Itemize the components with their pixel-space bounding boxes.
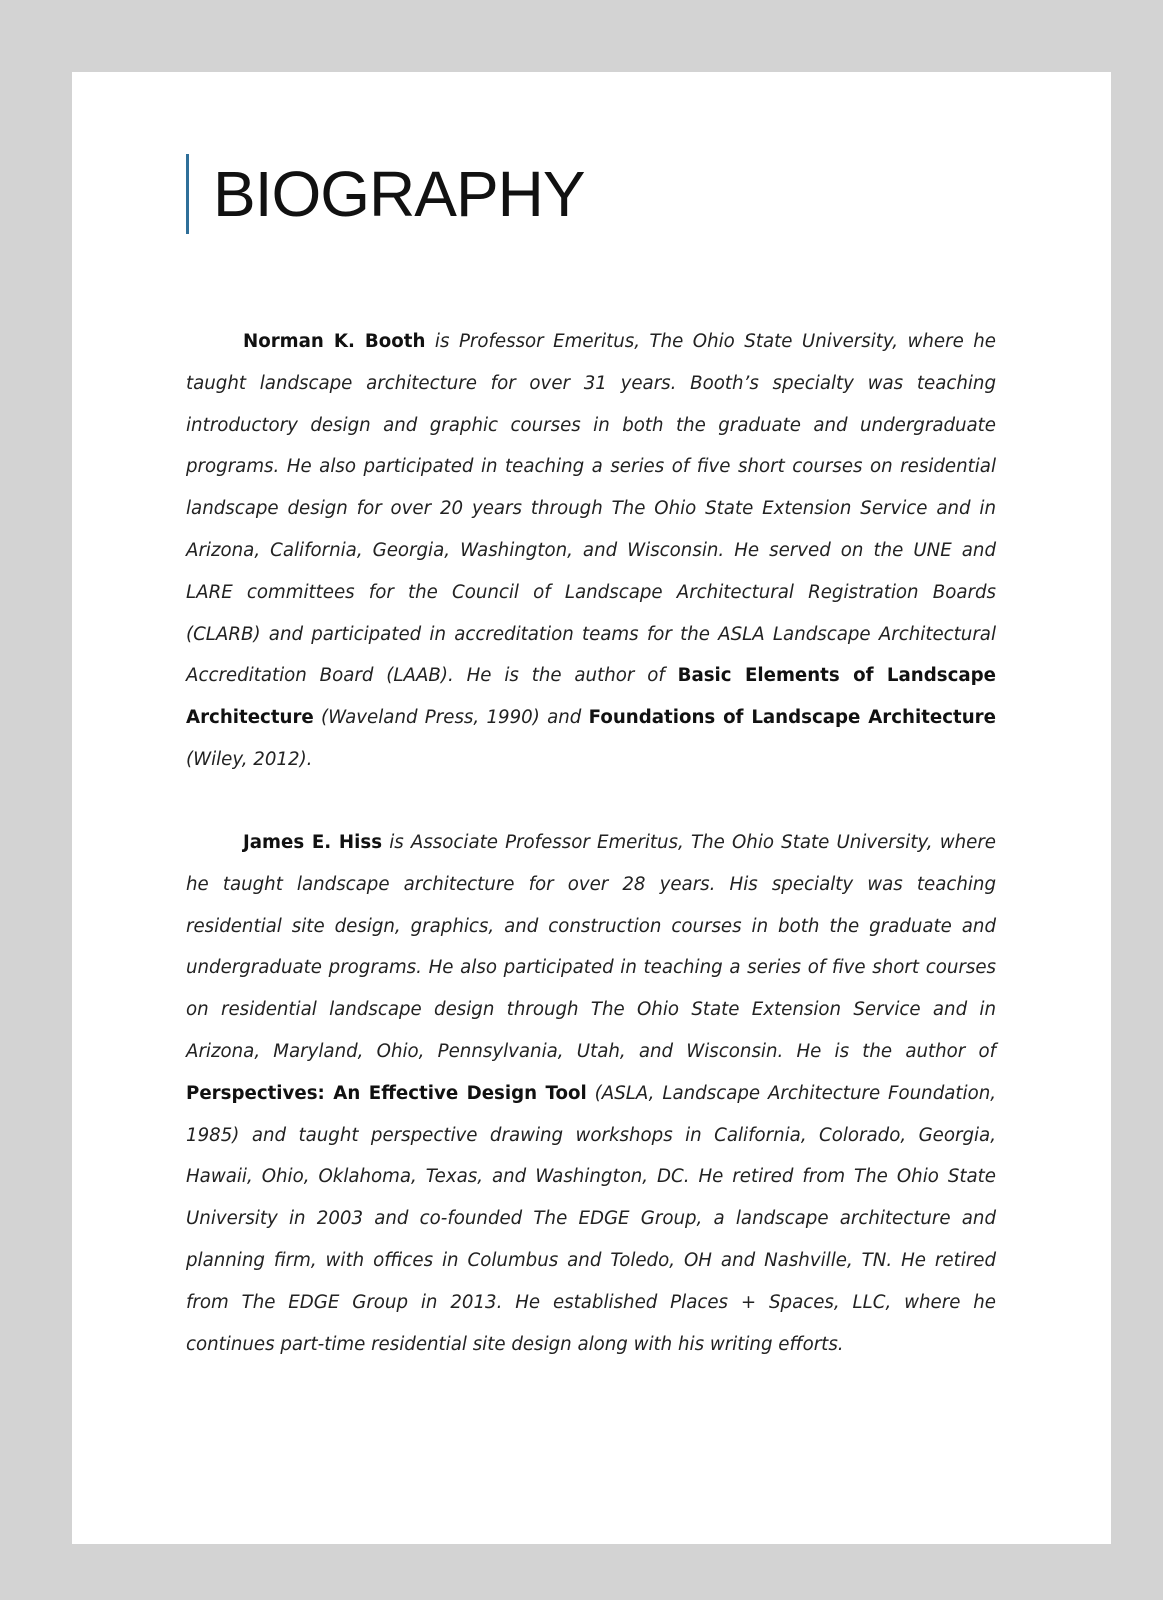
bio-text: (ASLA, Landscape Architecture Foundation, 1985) and taught perspective drawing workshops in California, Colorado, Georgia, Hawaii, Ohio, Oklahoma, Texas, and Washington, DC. He retired from The Ohio State University in 2003 and co-founded The EDGE Group, a landscape architecture and planning firm, with offices in Columbus and Toledo, OH and Nashville, TN. He retired from The EDGE Group in 2013. He established Places + Spaces, LLC, where he continues part-time residential site design along with his writing efforts. bbox=[186, 1082, 996, 1355]
bio-text: is Professor Emeritus, The Ohio State University, where he taught landscape architecture for over 31 years. Booth’s specialty was teaching introductory design and graphic courses in both the graduate and undergraduate programs. He also participated in teaching a series of five short courses on residential landscape design for over 20 years through The Ohio State Extension Service and in Arizona, California, Georgia, Washington, and Wisconsin. He served on the UNE and LARE committees for the Council of Landscape Architectural Registration Boards (CLARB) and participated in accreditation teams for the ASLA Landscape Architectural Accreditation Board (LAAB). He is the author of bbox=[186, 331, 996, 687]
document-page bbox=[72, 72, 1111, 1544]
book-title: Basic Elements of Landscape Architecture bbox=[186, 665, 996, 729]
bio-paragraph-booth bbox=[186, 321, 996, 781]
title-block bbox=[186, 154, 585, 234]
bio-text: (Wiley, 2012). bbox=[186, 748, 313, 770]
author-name: Norman K. Booth bbox=[243, 331, 426, 352]
bio-paragraph-hiss bbox=[186, 822, 996, 1365]
author-name: James E. Hiss bbox=[243, 832, 383, 853]
page-frame bbox=[8, 8, 1155, 1592]
book-title: Perspectives: An Effective Design Tool bbox=[186, 1082, 587, 1104]
page-title: BIOGRAPHY bbox=[213, 158, 585, 230]
bio-text: is Associate Professor Emeritus, The Ohio State University, where he taught landscape architecture for over 28 years. His specialty was teaching residential site design, graphics, and construction courses in both the graduate and undergraduate programs. He also participated in teaching a series of five short courses on residential landscape design through The Ohio State Extension Service and in Arizona, Maryland, Ohio, Pennsylvania, Utah, and Wisconsin. He is the author of bbox=[186, 832, 996, 1062]
bio-text: (Waveland Press, 1990) and bbox=[313, 707, 589, 729]
book-title: Foundations of Landscape Architecture bbox=[588, 707, 996, 729]
